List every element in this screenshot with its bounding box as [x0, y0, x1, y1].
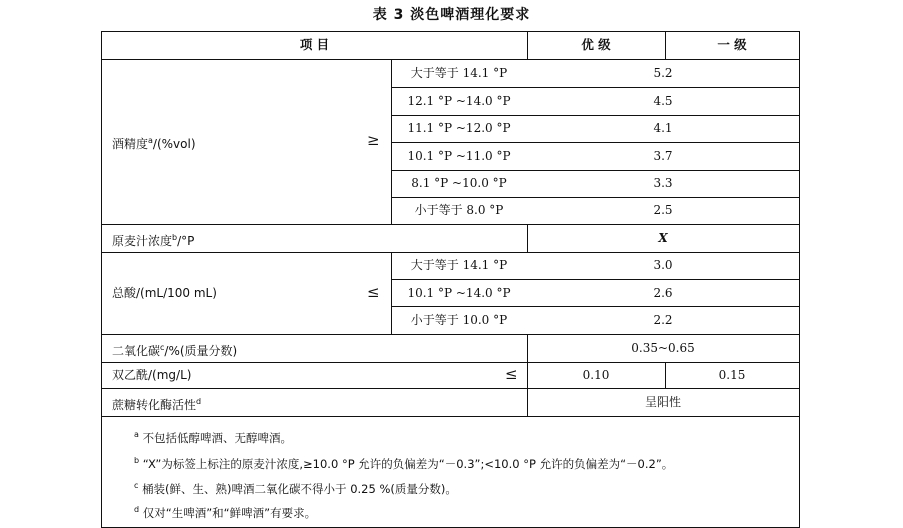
diacetyl-first-value: 0.15	[718, 368, 746, 382]
alcohol-value: 2.5	[653, 203, 673, 217]
footnote: $^a$ 不包括低醇啤酒、无醇啤酒。	[134, 430, 293, 445]
alcohol-value: 4.1	[653, 121, 673, 135]
acid-value: 2.6	[653, 286, 673, 300]
header-item: 项 目	[299, 37, 330, 52]
diacetyl-label: 双乙酰/(mg/L)	[112, 368, 192, 382]
alcohol-value: 3.3	[653, 176, 673, 190]
alcohol-condition: 大于等于 14.1 °P	[410, 66, 508, 80]
wort-value: X	[658, 231, 668, 245]
alcohol-min-symbol: ≥	[367, 131, 380, 149]
acid-label: 总酸/(mL/100 mL)	[112, 286, 217, 300]
table-title: 表 3 淡色啤酒理化要求	[372, 7, 531, 23]
co2-label: 二氧化碳$^c$/%(质量分数)	[112, 343, 238, 358]
alcohol-condition: 10.1 °P ~11.0 °P	[407, 149, 511, 163]
sucrase-value: 呈阳性	[644, 395, 681, 409]
header-premium-grade: 优 级	[581, 37, 611, 52]
alcohol-label: 酒精度$^a$/(%vol)	[112, 136, 196, 151]
acid-condition: 小于等于 10.0 °P	[410, 313, 508, 327]
footnote: $^d$ 仅对“生啤酒”和“鲜啤酒”有要求。	[134, 505, 317, 520]
alcohol-condition: 11.1 °P ~12.0 °P	[407, 121, 511, 135]
header-first-grade: 一 级	[717, 37, 747, 52]
footnote: $^c$ 桶装(鲜、生、熟)啤酒二氧化碳不得小于 0.25 %(质量分数)。	[134, 481, 457, 496]
footnote: $^b$ “X”为标签上标注的原麦汁浓度,≥10.0 °P 允许的负偏差为“－0.3”;<10.0 °P 允许的负偏差为“－0.2”。	[134, 456, 674, 471]
alcohol-value: 5.2	[653, 66, 673, 80]
acid-max-symbol: ≤	[367, 283, 380, 301]
acid-condition: 10.1 °P ~14.0 °P	[407, 286, 511, 300]
acid-condition: 大于等于 14.1 °P	[410, 258, 508, 272]
sucrase-label: 蔗糖转化酶活性$^d$	[112, 397, 202, 412]
co2-value: 0.35~0.65	[631, 341, 695, 355]
diacetyl-premium-value: 0.10	[582, 368, 610, 382]
acid-value: 2.2	[653, 313, 673, 327]
alcohol-value: 3.7	[653, 149, 673, 163]
alcohol-condition: 小于等于 8.0 °P	[414, 203, 504, 217]
alcohol-condition: 8.1 °P ~10.0 °P	[411, 176, 507, 190]
alcohol-condition: 12.1 °P ~14.0 °P	[407, 94, 511, 108]
alcohol-value: 4.5	[653, 94, 673, 108]
wort-label: 原麦汁浓度$^b$/°P	[112, 233, 195, 248]
acid-value: 3.0	[653, 258, 673, 272]
diacetyl-max-symbol: ≤	[505, 365, 518, 383]
